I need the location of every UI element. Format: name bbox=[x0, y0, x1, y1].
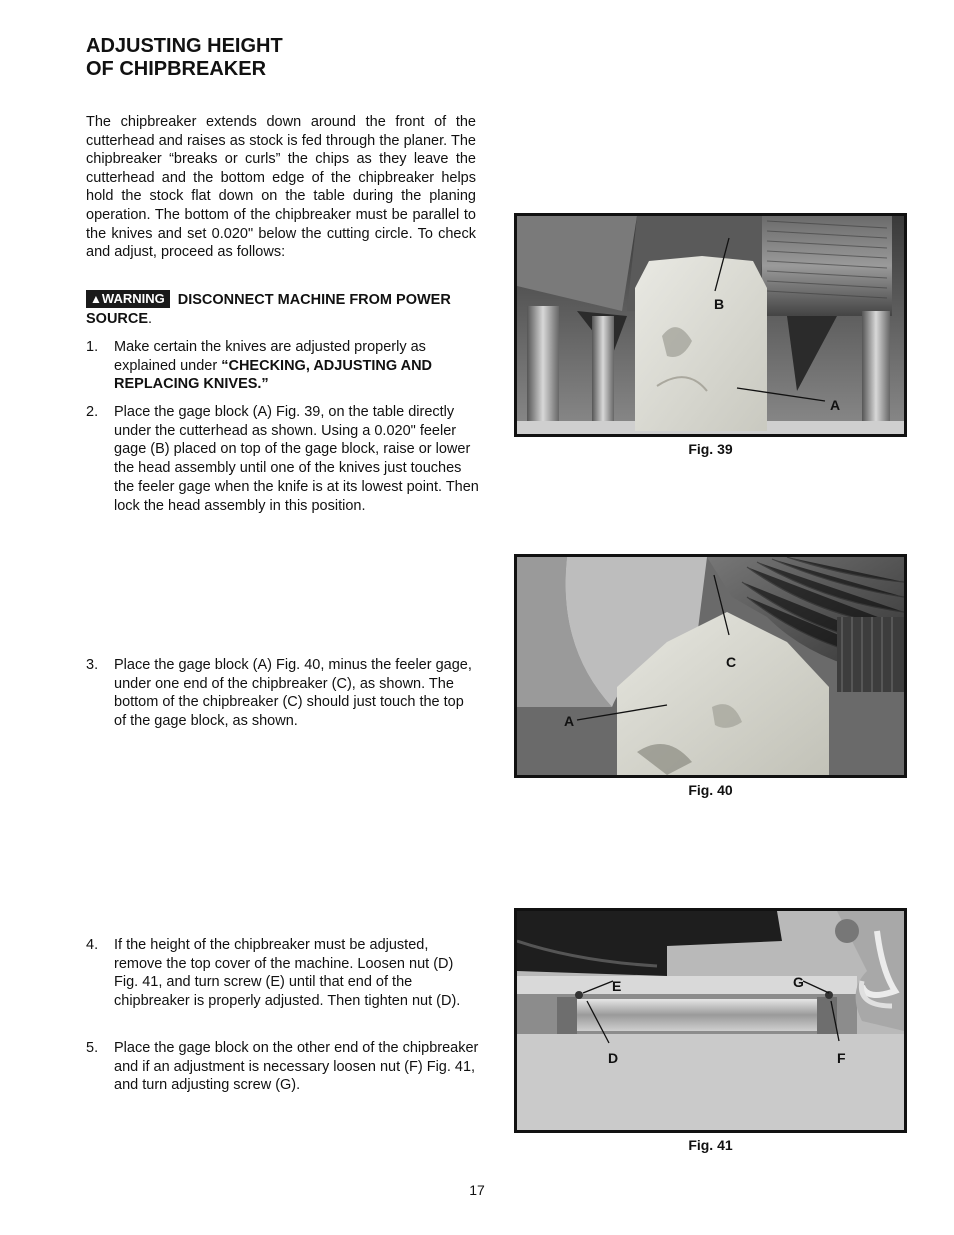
warning-triangle-icon: ▲ bbox=[90, 292, 102, 306]
figure-40-caption: Fig. 40 bbox=[688, 782, 733, 798]
step-1-text: Make certain the knives are adjusted properly as explained under bbox=[114, 339, 426, 374]
figure-41-photo bbox=[514, 908, 907, 1133]
label-f: F bbox=[837, 1050, 846, 1066]
label-e: E bbox=[612, 978, 622, 994]
step-number: 4. bbox=[86, 937, 99, 953]
step-text: Place the gage block on the other end of the chipbreaker and if an adjustment is necessary loosen nut (F) Fig. 41, and turn adjusting screw (G). bbox=[114, 1040, 479, 1094]
step-number: 3. bbox=[86, 657, 99, 673]
figure-40-photo bbox=[514, 554, 907, 778]
page-number: 17 bbox=[469, 1182, 485, 1198]
step-number: 1. bbox=[86, 339, 99, 355]
label-b: B bbox=[714, 296, 725, 312]
title-line-1: ADJUSTING HEIGHT bbox=[86, 35, 283, 57]
step-number: 5. bbox=[86, 1040, 99, 1056]
page-title bbox=[86, 35, 283, 81]
step-text: If the height of the chipbreaker must be adjusted, remove the top cover of the machine. Loosen nut (D) Fig. 41, and turn screw (E) until that end of the chipbreaker is properly adjusted. Then tighten nut (D). bbox=[114, 937, 461, 1010]
step-1-reference: “CHECKING, ADJUSTING AND REPLACING KNIVES.” bbox=[114, 357, 433, 393]
warning-badge bbox=[86, 290, 170, 308]
figure-39-caption: Fig. 39 bbox=[688, 441, 733, 457]
label-g: G bbox=[793, 974, 804, 990]
warning-badge-label: WARNING bbox=[101, 291, 165, 306]
figure-39-photo bbox=[514, 213, 907, 437]
label-a: A bbox=[564, 713, 575, 729]
step-text: Place the gage block (A) Fig. 40, minus the feeler gage, under one end of the chipbreaker (C), as shown. The bottom of the chipbreaker (C) should just touch the top of the gage block, as shown. bbox=[114, 657, 472, 730]
title-line-2: OF CHIPBREAKER bbox=[86, 58, 267, 80]
label-a: A bbox=[830, 397, 841, 413]
step-number: 2. bbox=[86, 404, 99, 420]
label-d: D bbox=[608, 1050, 619, 1066]
warning-text-end: . bbox=[148, 311, 153, 327]
step-text: Place the gage block (A) Fig. 39, on the table directly under the cutterhead as shown. Using a 0.020" feeler gage (B) placed on top of the gage block, raise or lower the head assembly until one of the knives just touches the feeler gage when the knife is at its lowest point. Then lock the head assembly in this position. bbox=[114, 404, 479, 514]
intro-paragraph: The chipbreaker extends down around the front of the cutterhead and raises as stock is fed through the planer. The chipbreaker “breaks or curls” the chips as they leave the cutterhead and the bottom edge of the chipbreaker helps hold the stock flat down on the table during the planing operation. The bottom of the chipbreaker must be parallel to the knives and set 0.020" below the cutting circle. To check and adjust, proceed as follows: bbox=[86, 114, 476, 261]
step-text bbox=[114, 338, 479, 394]
figure-41-caption: Fig. 41 bbox=[688, 1137, 733, 1153]
warning-notice bbox=[86, 290, 481, 329]
warning-text: DISCONNECT MACHINE FROM POWER SOURCE bbox=[86, 292, 451, 327]
label-c: C bbox=[726, 654, 737, 670]
